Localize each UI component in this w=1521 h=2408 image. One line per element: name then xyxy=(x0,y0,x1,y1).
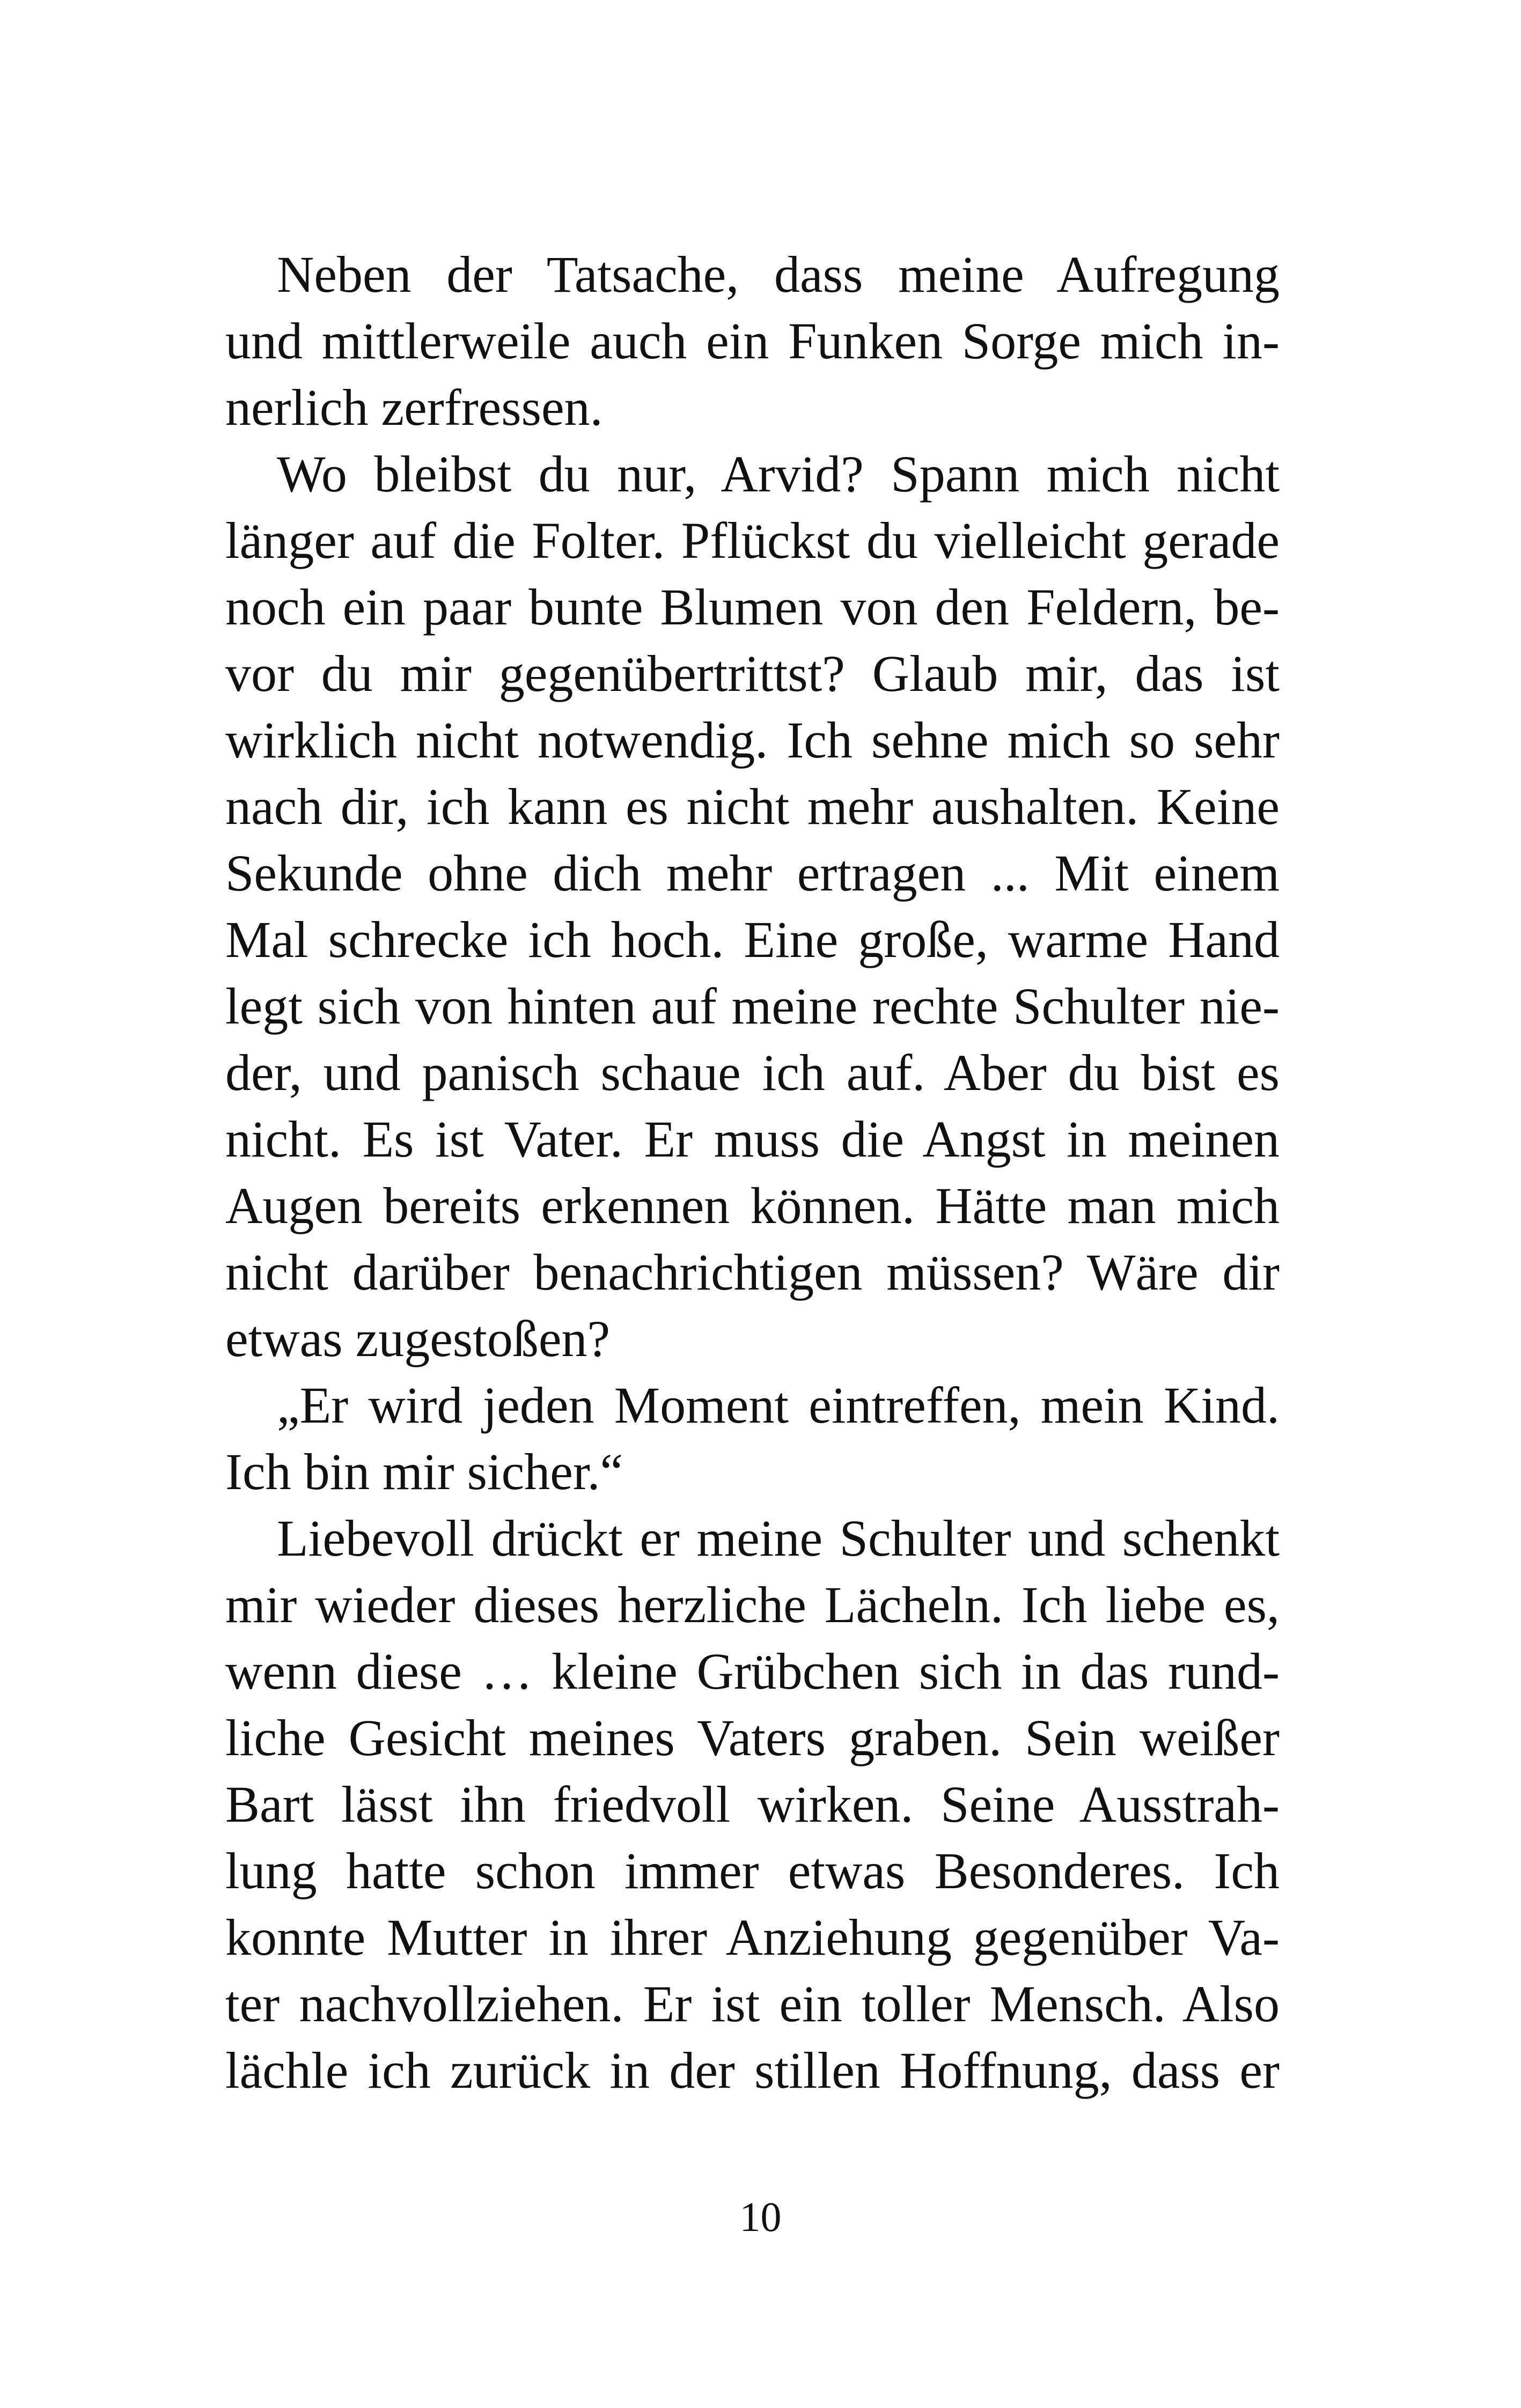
text-line: Sekunde ohne dich mehr ertragen ... Mit einem xyxy=(225,844,1280,902)
text-line: Wo bleibst du nur, Arvid? Spann mich nicht xyxy=(277,445,1280,503)
text-line: nach dir, ich kann es nicht mehr aushalten. Keine xyxy=(225,778,1280,835)
text-line: nicht darüber benachrichtigen müssen? Wäre dir xyxy=(225,1243,1280,1301)
text-line: wirklich nicht notwendig. Ich sehne mich so sehr xyxy=(225,711,1280,769)
text-line: vor du mir gegenübertrittst? Glaub mir, das ist xyxy=(225,645,1280,702)
text-line: etwas zugestoßen? xyxy=(225,1310,611,1367)
body-text xyxy=(225,241,1280,2104)
text-line: lächle ich zurück in der stillen Hoffnung, dass er xyxy=(225,2042,1280,2099)
text-line: Mal schrecke ich hoch. Eine große, warme Hand xyxy=(225,911,1280,968)
text-line: der, und panisch schaue ich auf. Aber du bist es xyxy=(225,1044,1280,1101)
text-line: legt sich von hinten auf meine rechte Schulter nie- xyxy=(225,977,1280,1035)
text-line: nerlich zerfressen. xyxy=(225,379,603,436)
text-line: Neben der Tatsache, dass meine Aufregung xyxy=(277,246,1280,303)
text-line: Bart lässt ihn friedvoll wirken. Seine Ausstrah- xyxy=(225,1776,1280,1833)
text-line: ter nachvollziehen. Er ist ein toller Mensch. Also xyxy=(225,1975,1280,2033)
text-line: Augen bereits erkennen können. Hätte man mich xyxy=(225,1177,1280,1234)
text-line: länger auf die Folter. Pflückst du vielleicht gerade xyxy=(225,512,1280,569)
text-line: mir wieder dieses herzliche Lächeln. Ich liebe es, xyxy=(225,1576,1280,1633)
text-line: Liebevoll drückt er meine Schulter und schenkt xyxy=(277,1509,1280,1567)
text-line: „Er wird jeden Moment eintreffen, mein Kind. xyxy=(277,1376,1280,1434)
text-line: liche Gesicht meines Vaters graben. Sein weißer xyxy=(225,1709,1280,1766)
text-line: und mittlerweile auch ein Funken Sorge mich in- xyxy=(225,312,1280,370)
text-line: lung hatte schon immer etwas Besonderes. Ich xyxy=(225,1842,1280,1899)
page-number: 10 xyxy=(739,2193,782,2240)
text-line: noch ein paar bunte Blumen von den Feldern, be- xyxy=(225,578,1280,636)
text-line: konnte Mutter in ihrer Anziehung gegenüber Va- xyxy=(225,1909,1280,1966)
text-line: Ich bin mir sicher.“ xyxy=(225,1443,623,1500)
text-line: nicht. Es ist Vater. Er muss die Angst in meinen xyxy=(225,1110,1280,1168)
text-line: wenn diese … kleine Grübchen sich in das rund- xyxy=(225,1643,1280,1700)
